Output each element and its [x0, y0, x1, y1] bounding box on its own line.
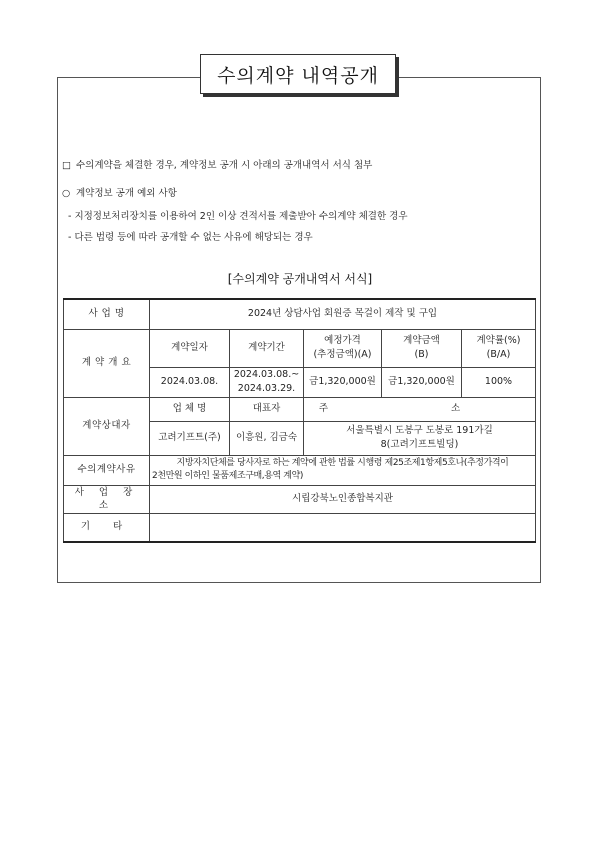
reason-line: 2천만원 이하인 물품제조구매,용역 계약)	[152, 471, 303, 481]
company-header: 업 체 명	[150, 397, 230, 421]
notice-line	[62, 157, 372, 171]
contract-amount-header-line: (B)	[414, 349, 429, 360]
contract-disclosure-table	[63, 298, 536, 543]
location-value: 시립강북노인종합복지관	[150, 485, 536, 514]
business-name-label: 사 업 명	[64, 299, 150, 329]
address-value	[304, 421, 536, 455]
table-row	[64, 514, 536, 542]
contract-period-line: 2024.03.29.	[237, 383, 296, 394]
contract-overview-label: 계 약 개 요	[64, 329, 150, 397]
contract-rate-header	[462, 329, 536, 367]
exception-heading-text: 계약정보 공개 예외 사항	[76, 188, 177, 199]
contract-date-value: 2024.03.08.	[150, 367, 230, 397]
estimated-price-header-line: 예정가격	[324, 335, 361, 347]
contract-period-value	[230, 367, 304, 397]
exception-item: - 다른 법령 등에 따라 공개할 수 없는 사유에 해당되는 경우	[68, 232, 313, 243]
etc-value	[150, 514, 536, 542]
table-row	[64, 329, 536, 367]
representative-value: 이흥원, 김금숙	[230, 421, 304, 455]
contract-period-header: 계약기간	[230, 329, 304, 367]
table-row	[64, 485, 536, 514]
form-title: [수의계약 공개내역서 서식]	[227, 272, 373, 286]
estimated-price-header	[304, 329, 382, 367]
contract-date-header: 계약일자	[150, 329, 230, 367]
table-row	[64, 397, 536, 421]
reason-line: 지방자치단체를 당사자로 하는 계약에 관한 법률 시행령 제25조제1항제5호나(추정가격이	[176, 457, 509, 468]
counterparty-label: 계약상대자	[64, 397, 150, 455]
exception-item: - 지정정보처리장치를 이용하여 2인 이상 견적서를 제출받아 수의계약 체결한 경우	[68, 211, 408, 222]
contract-rate-value: 100%	[462, 367, 536, 397]
notice-text: 수의계약을 체결한 경우, 계약정보 공개 시 아래의 공개내역서 서식 첨부	[76, 160, 373, 171]
business-name-value: 2024년 상담사업 회원증 목걸이 제작 및 구입	[150, 299, 536, 329]
contract-amount-header-line: 계약금액	[403, 335, 440, 347]
address-line: 8(고려기프트빌딩)	[380, 439, 459, 450]
estimated-price-header-line: (추정금액)(A)	[313, 349, 372, 360]
etc-label: 기 타	[64, 514, 150, 542]
contract-period-line: 2024.03.08.~	[233, 369, 300, 381]
contract-amount-header	[382, 329, 462, 367]
exception-heading	[62, 185, 177, 199]
address-header: 주 소	[304, 397, 536, 421]
table-row	[64, 455, 536, 485]
square-bullet-icon: □	[62, 160, 71, 171]
contract-rate-header-line: (B/A)	[486, 349, 511, 360]
circle-bullet-icon: ○	[62, 188, 71, 199]
location-label: 사 업 장 소	[64, 485, 150, 514]
company-value: 고려기프트(주)	[150, 421, 230, 455]
contract-rate-header-line: 계약률(%)	[476, 335, 521, 347]
estimated-price-value: 금1,320,000원	[304, 367, 382, 397]
page-title: 수의계약 내역공개	[200, 54, 396, 94]
reason-value	[150, 455, 536, 485]
representative-header: 대표자	[230, 397, 304, 421]
address-line: 서울특별시 도봉구 도봉로 191가길	[346, 425, 493, 437]
reason-label: 수의계약사유	[64, 455, 150, 485]
table-row	[64, 299, 536, 329]
contract-amount-value: 금1,320,000원	[382, 367, 462, 397]
